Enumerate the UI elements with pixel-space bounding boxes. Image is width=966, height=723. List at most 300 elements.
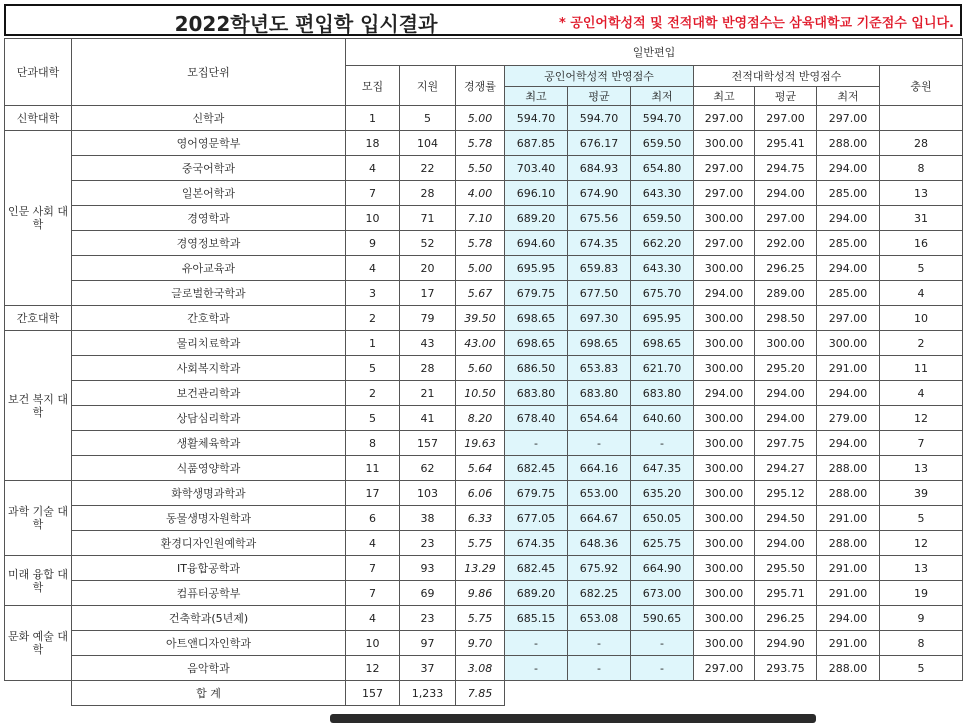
table-body xyxy=(5,106,963,681)
recruit-cell: 8 xyxy=(346,431,400,456)
fill-cell: 8 xyxy=(880,156,963,181)
lmax-cell: 695.95 xyxy=(505,256,568,281)
lmin-cell: 683.80 xyxy=(631,381,694,406)
pmax-cell: 300.00 xyxy=(694,556,755,581)
rate-cell: 4.00 xyxy=(456,181,505,206)
unit-cell: 화학생명과학과 xyxy=(72,481,346,506)
pmax-cell: 300.00 xyxy=(694,581,755,606)
pmax-cell: 297.00 xyxy=(694,181,755,206)
pmax-cell: 297.00 xyxy=(694,106,755,131)
lmin-cell: 662.20 xyxy=(631,231,694,256)
table-row xyxy=(5,506,963,531)
recruit-cell: 18 xyxy=(346,131,400,156)
pmax-cell: 300.00 xyxy=(694,606,755,631)
pavg-cell: 295.50 xyxy=(755,556,817,581)
total-apply: 1,233 xyxy=(400,681,456,706)
lavg-cell: 674.35 xyxy=(568,231,631,256)
fill-cell: 5 xyxy=(880,256,963,281)
recruit-cell: 9 xyxy=(346,231,400,256)
pmax-cell: 294.00 xyxy=(694,281,755,306)
lmin-cell: 650.05 xyxy=(631,506,694,531)
lmin-cell: 675.70 xyxy=(631,281,694,306)
fill-cell: 4 xyxy=(880,381,963,406)
apply-cell: 62 xyxy=(400,456,456,481)
apply-cell: 23 xyxy=(400,606,456,631)
lavg-cell: - xyxy=(568,431,631,456)
apply-cell: 37 xyxy=(400,656,456,681)
lavg-cell: 594.70 xyxy=(568,106,631,131)
lmin-cell: 594.70 xyxy=(631,106,694,131)
pavg-cell: 294.27 xyxy=(755,456,817,481)
unit-cell: 건축학과(5년제) xyxy=(72,606,346,631)
fill-cell: 31 xyxy=(880,206,963,231)
pmin-cell: 294.00 xyxy=(817,381,880,406)
apply-cell: 5 xyxy=(400,106,456,131)
lmin-cell: - xyxy=(631,656,694,681)
fill-cell: 19 xyxy=(880,581,963,606)
recruit-cell: 3 xyxy=(346,281,400,306)
pavg-cell: 292.00 xyxy=(755,231,817,256)
recruit-cell: 1 xyxy=(346,331,400,356)
rate-cell: 5.75 xyxy=(456,606,505,631)
fill-cell: 12 xyxy=(880,531,963,556)
recruit-cell: 7 xyxy=(346,556,400,581)
unit-cell: 중국어학과 xyxy=(72,156,346,181)
table-row xyxy=(5,631,963,656)
rate-cell: 5.50 xyxy=(456,156,505,181)
college-cell: 신학대학 xyxy=(5,106,72,131)
pmin-cell: 288.00 xyxy=(817,131,880,156)
pavg-cell: 294.00 xyxy=(755,381,817,406)
col-lang-min: 최저 xyxy=(631,87,694,106)
lmax-cell: 687.85 xyxy=(505,131,568,156)
apply-cell: 23 xyxy=(400,531,456,556)
apply-cell: 157 xyxy=(400,431,456,456)
table-row xyxy=(5,556,963,581)
pmin-cell: 285.00 xyxy=(817,181,880,206)
pavg-cell: 300.00 xyxy=(755,331,817,356)
col-apply: 지원 xyxy=(400,66,456,106)
lmax-cell: 703.40 xyxy=(505,156,568,181)
fill-cell: 13 xyxy=(880,456,963,481)
col-prev-min: 최저 xyxy=(817,87,880,106)
apply-cell: 69 xyxy=(400,581,456,606)
pavg-cell: 295.12 xyxy=(755,481,817,506)
unit-cell: 보건관리학과 xyxy=(72,381,346,406)
col-lang-avg: 평균 xyxy=(568,87,631,106)
rate-cell: 5.78 xyxy=(456,131,505,156)
lmax-cell: 694.60 xyxy=(505,231,568,256)
pavg-cell: 293.75 xyxy=(755,656,817,681)
lmin-cell: 654.80 xyxy=(631,156,694,181)
lavg-cell: - xyxy=(568,631,631,656)
recruit-cell: 2 xyxy=(346,381,400,406)
apply-cell: 17 xyxy=(400,281,456,306)
apply-cell: 28 xyxy=(400,356,456,381)
lmin-cell: 625.75 xyxy=(631,531,694,556)
rate-cell: 13.29 xyxy=(456,556,505,581)
lavg-cell: - xyxy=(568,656,631,681)
lmin-cell: 621.70 xyxy=(631,356,694,381)
apply-cell: 97 xyxy=(400,631,456,656)
apply-cell: 22 xyxy=(400,156,456,181)
pmax-cell: 300.00 xyxy=(694,306,755,331)
lmax-cell: 689.20 xyxy=(505,581,568,606)
pmax-cell: 300.00 xyxy=(694,131,755,156)
table-row xyxy=(5,381,963,406)
rate-cell: 5.75 xyxy=(456,531,505,556)
table-row xyxy=(5,481,963,506)
apply-cell: 20 xyxy=(400,256,456,281)
rate-cell: 7.10 xyxy=(456,206,505,231)
table-row xyxy=(5,156,963,181)
unit-cell: 식품영양학과 xyxy=(72,456,346,481)
recruit-cell: 4 xyxy=(346,256,400,281)
pmin-cell: 291.00 xyxy=(817,581,880,606)
unit-cell: 동물생명자원학과 xyxy=(72,506,346,531)
rate-cell: 9.70 xyxy=(456,631,505,656)
unit-cell: 환경디자인원예학과 xyxy=(72,531,346,556)
col-fill: 충원 xyxy=(880,66,963,106)
lmax-cell: 674.35 xyxy=(505,531,568,556)
pmin-cell: 288.00 xyxy=(817,531,880,556)
lavg-cell: 675.56 xyxy=(568,206,631,231)
table-row xyxy=(5,131,963,156)
pavg-cell: 295.41 xyxy=(755,131,817,156)
lmin-cell: 698.65 xyxy=(631,331,694,356)
apply-cell: 28 xyxy=(400,181,456,206)
title-bar xyxy=(4,4,962,36)
rate-cell: 5.78 xyxy=(456,231,505,256)
lavg-cell: 698.65 xyxy=(568,331,631,356)
table-row xyxy=(5,356,963,381)
apply-cell: 38 xyxy=(400,506,456,531)
rate-cell: 6.33 xyxy=(456,506,505,531)
pmax-cell: 300.00 xyxy=(694,481,755,506)
apply-cell: 71 xyxy=(400,206,456,231)
unit-cell: 물리치료학과 xyxy=(72,331,346,356)
total-empty xyxy=(505,681,963,706)
fill-cell: 39 xyxy=(880,481,963,506)
lmin-cell: 659.50 xyxy=(631,206,694,231)
recruit-cell: 7 xyxy=(346,181,400,206)
pmin-cell: 297.00 xyxy=(817,306,880,331)
table-row xyxy=(5,431,963,456)
table-row xyxy=(5,581,963,606)
lmax-cell: 682.45 xyxy=(505,556,568,581)
unit-cell: 영어영문학부 xyxy=(72,131,346,156)
fill-cell: 5 xyxy=(880,506,963,531)
table-row xyxy=(5,456,963,481)
pavg-cell: 294.00 xyxy=(755,531,817,556)
col-general: 일반편입 xyxy=(346,39,963,66)
unit-cell: 유아교육과 xyxy=(72,256,346,281)
apply-cell: 43 xyxy=(400,331,456,356)
pmax-cell: 297.00 xyxy=(694,656,755,681)
col-unit: 모집단위 xyxy=(72,39,346,106)
table-row xyxy=(5,106,963,131)
recruit-cell: 4 xyxy=(346,156,400,181)
pmax-cell: 297.00 xyxy=(694,231,755,256)
pmax-cell: 300.00 xyxy=(694,531,755,556)
pmin-cell: 291.00 xyxy=(817,631,880,656)
pmax-cell: 297.00 xyxy=(694,156,755,181)
page-title: 2022학년도 편입학 입시결과 xyxy=(174,12,438,36)
rate-cell: 19.63 xyxy=(456,431,505,456)
lavg-cell: 697.30 xyxy=(568,306,631,331)
lmax-cell: 685.15 xyxy=(505,606,568,631)
lmax-cell: 677.05 xyxy=(505,506,568,531)
rate-cell: 10.50 xyxy=(456,381,505,406)
recruit-cell: 5 xyxy=(346,356,400,381)
lavg-cell: 653.00 xyxy=(568,481,631,506)
lmax-cell: 698.65 xyxy=(505,306,568,331)
pavg-cell: 297.00 xyxy=(755,106,817,131)
lmax-cell: - xyxy=(505,631,568,656)
table-row xyxy=(5,181,963,206)
col-prev-avg: 평균 xyxy=(755,87,817,106)
lmin-cell: 640.60 xyxy=(631,406,694,431)
pmin-cell: 294.00 xyxy=(817,206,880,231)
lavg-cell: 654.64 xyxy=(568,406,631,431)
pmax-cell: 294.00 xyxy=(694,381,755,406)
table-row xyxy=(5,231,963,256)
col-prev-max: 최고 xyxy=(694,87,755,106)
pmin-cell: 294.00 xyxy=(817,606,880,631)
pavg-cell: 295.20 xyxy=(755,356,817,381)
fill-cell: 28 xyxy=(880,131,963,156)
lavg-cell: 675.92 xyxy=(568,556,631,581)
lmin-cell: 673.00 xyxy=(631,581,694,606)
table-row xyxy=(5,256,963,281)
lmin-cell: 635.20 xyxy=(631,481,694,506)
rate-cell: 5.60 xyxy=(456,356,505,381)
lmin-cell: 643.30 xyxy=(631,256,694,281)
lavg-cell: 648.36 xyxy=(568,531,631,556)
table-header xyxy=(5,39,963,106)
recruit-cell: 2 xyxy=(346,306,400,331)
pmin-cell: 288.00 xyxy=(817,656,880,681)
unit-cell: IT융합공학과 xyxy=(72,556,346,581)
fill-cell: 13 xyxy=(880,556,963,581)
pavg-cell: 298.50 xyxy=(755,306,817,331)
lmin-cell: 643.30 xyxy=(631,181,694,206)
rate-cell: 5.67 xyxy=(456,281,505,306)
pavg-cell: 296.25 xyxy=(755,606,817,631)
col-lang-max: 최고 xyxy=(505,87,568,106)
rate-cell: 43.00 xyxy=(456,331,505,356)
lavg-cell: 683.80 xyxy=(568,381,631,406)
table-footer xyxy=(5,681,963,706)
table-row xyxy=(5,406,963,431)
apply-cell: 104 xyxy=(400,131,456,156)
rate-cell: 5.64 xyxy=(456,456,505,481)
lmin-cell: - xyxy=(631,431,694,456)
recruit-cell: 11 xyxy=(346,456,400,481)
unit-cell: 음악학과 xyxy=(72,656,346,681)
college-cell: 인문 사회 대학 xyxy=(5,131,72,306)
recruit-cell: 7 xyxy=(346,581,400,606)
lmax-cell: 698.65 xyxy=(505,331,568,356)
total-blank xyxy=(5,681,72,706)
lavg-cell: 682.25 xyxy=(568,581,631,606)
results-table xyxy=(4,38,963,706)
pavg-cell: 297.75 xyxy=(755,431,817,456)
recruit-cell: 4 xyxy=(346,606,400,631)
pmin-cell: 288.00 xyxy=(817,481,880,506)
pavg-cell: 296.25 xyxy=(755,256,817,281)
table-row xyxy=(5,606,963,631)
lmin-cell: 664.90 xyxy=(631,556,694,581)
unit-cell: 상담심리학과 xyxy=(72,406,346,431)
lmax-cell: - xyxy=(505,656,568,681)
pmax-cell: 300.00 xyxy=(694,206,755,231)
lmin-cell: - xyxy=(631,631,694,656)
lmin-cell: 590.65 xyxy=(631,606,694,631)
rate-cell: 5.00 xyxy=(456,106,505,131)
lavg-cell: 684.93 xyxy=(568,156,631,181)
rate-cell: 39.50 xyxy=(456,306,505,331)
pmax-cell: 300.00 xyxy=(694,406,755,431)
rate-cell: 5.00 xyxy=(456,256,505,281)
col-lang-group: 공인어학성적 반영점수 xyxy=(505,66,694,87)
lmax-cell: 686.50 xyxy=(505,356,568,381)
lavg-cell: 653.08 xyxy=(568,606,631,631)
pmax-cell: 300.00 xyxy=(694,356,755,381)
college-cell: 간호대학 xyxy=(5,306,72,331)
col-college: 단과대학 xyxy=(5,39,72,106)
lmax-cell: - xyxy=(505,431,568,456)
rate-cell: 8.20 xyxy=(456,406,505,431)
unit-cell: 아트앤디자인학과 xyxy=(72,631,346,656)
fill-cell: 2 xyxy=(880,331,963,356)
apply-cell: 93 xyxy=(400,556,456,581)
lavg-cell: 676.17 xyxy=(568,131,631,156)
lavg-cell: 664.16 xyxy=(568,456,631,481)
recruit-cell: 10 xyxy=(346,631,400,656)
rate-cell: 3.08 xyxy=(456,656,505,681)
pmin-cell: 294.00 xyxy=(817,256,880,281)
lmax-cell: 696.10 xyxy=(505,181,568,206)
table-row xyxy=(5,531,963,556)
lmin-cell: 659.50 xyxy=(631,131,694,156)
pavg-cell: 294.90 xyxy=(755,631,817,656)
recruit-cell: 12 xyxy=(346,656,400,681)
fill-cell: 4 xyxy=(880,281,963,306)
pmax-cell: 300.00 xyxy=(694,456,755,481)
pmin-cell: 300.00 xyxy=(817,331,880,356)
pmin-cell: 291.00 xyxy=(817,356,880,381)
lmax-cell: 679.75 xyxy=(505,281,568,306)
pmin-cell: 291.00 xyxy=(817,556,880,581)
lmax-cell: 679.75 xyxy=(505,481,568,506)
pmin-cell: 291.00 xyxy=(817,506,880,531)
college-cell: 문화 예술 대학 xyxy=(5,606,72,681)
pavg-cell: 294.75 xyxy=(755,156,817,181)
recruit-cell: 5 xyxy=(346,406,400,431)
col-rate: 경쟁률 xyxy=(456,66,505,106)
unit-cell: 생활체육학과 xyxy=(72,431,346,456)
unit-cell: 글로벌한국학과 xyxy=(72,281,346,306)
recruit-cell: 1 xyxy=(346,106,400,131)
college-cell: 과학 기술 대학 xyxy=(5,481,72,556)
fill-cell: 12 xyxy=(880,406,963,431)
scroll-overlay-bar xyxy=(330,714,816,723)
unit-cell: 경영학과 xyxy=(72,206,346,231)
lmax-cell: 678.40 xyxy=(505,406,568,431)
unit-cell: 일본어학과 xyxy=(72,181,346,206)
recruit-cell: 6 xyxy=(346,506,400,531)
fill-cell: 8 xyxy=(880,631,963,656)
lmax-cell: 683.80 xyxy=(505,381,568,406)
pavg-cell: 294.00 xyxy=(755,406,817,431)
unit-cell: 사회복지학과 xyxy=(72,356,346,381)
total-rate: 7.85 xyxy=(456,681,505,706)
lmin-cell: 695.95 xyxy=(631,306,694,331)
recruit-cell: 4 xyxy=(346,531,400,556)
lmax-cell: 594.70 xyxy=(505,106,568,131)
lmin-cell: 647.35 xyxy=(631,456,694,481)
pavg-cell: 294.00 xyxy=(755,181,817,206)
pmin-cell: 279.00 xyxy=(817,406,880,431)
score-note: * 공인어학성적 및 전적대학 반영점수는 삼육대학교 기준점수 입니다. xyxy=(558,16,954,31)
col-prev-group: 전적대학성적 반영점수 xyxy=(694,66,880,87)
pavg-cell: 289.00 xyxy=(755,281,817,306)
apply-cell: 79 xyxy=(400,306,456,331)
pavg-cell: 297.00 xyxy=(755,206,817,231)
pmax-cell: 300.00 xyxy=(694,506,755,531)
pmin-cell: 285.00 xyxy=(817,231,880,256)
pmin-cell: 294.00 xyxy=(817,431,880,456)
lavg-cell: 653.83 xyxy=(568,356,631,381)
fill-cell: 11 xyxy=(880,356,963,381)
recruit-cell: 17 xyxy=(346,481,400,506)
apply-cell: 103 xyxy=(400,481,456,506)
fill-cell: 13 xyxy=(880,181,963,206)
table-row xyxy=(5,306,963,331)
pmin-cell: 294.00 xyxy=(817,156,880,181)
unit-cell: 간호학과 xyxy=(72,306,346,331)
fill-cell: 10 xyxy=(880,306,963,331)
total-recruit: 157 xyxy=(346,681,400,706)
pmin-cell: 288.00 xyxy=(817,456,880,481)
col-recruit: 모집 xyxy=(346,66,400,106)
pmax-cell: 300.00 xyxy=(694,431,755,456)
unit-cell: 컴퓨터공학부 xyxy=(72,581,346,606)
table-row xyxy=(5,656,963,681)
fill-cell: 7 xyxy=(880,431,963,456)
table-row xyxy=(5,281,963,306)
apply-cell: 52 xyxy=(400,231,456,256)
table-row xyxy=(5,331,963,356)
lavg-cell: 674.90 xyxy=(568,181,631,206)
fill-cell: 9 xyxy=(880,606,963,631)
rate-cell: 9.86 xyxy=(456,581,505,606)
fill-cell: 16 xyxy=(880,231,963,256)
apply-cell: 41 xyxy=(400,406,456,431)
college-cell: 보건 복지 대학 xyxy=(5,331,72,481)
lavg-cell: 677.50 xyxy=(568,281,631,306)
pmax-cell: 300.00 xyxy=(694,331,755,356)
pmin-cell: 285.00 xyxy=(817,281,880,306)
college-cell: 미래 융합 대학 xyxy=(5,556,72,606)
pmax-cell: 300.00 xyxy=(694,631,755,656)
pmax-cell: 300.00 xyxy=(694,256,755,281)
unit-cell: 신학과 xyxy=(72,106,346,131)
pmin-cell: 297.00 xyxy=(817,106,880,131)
pavg-cell: 295.71 xyxy=(755,581,817,606)
lmax-cell: 682.45 xyxy=(505,456,568,481)
